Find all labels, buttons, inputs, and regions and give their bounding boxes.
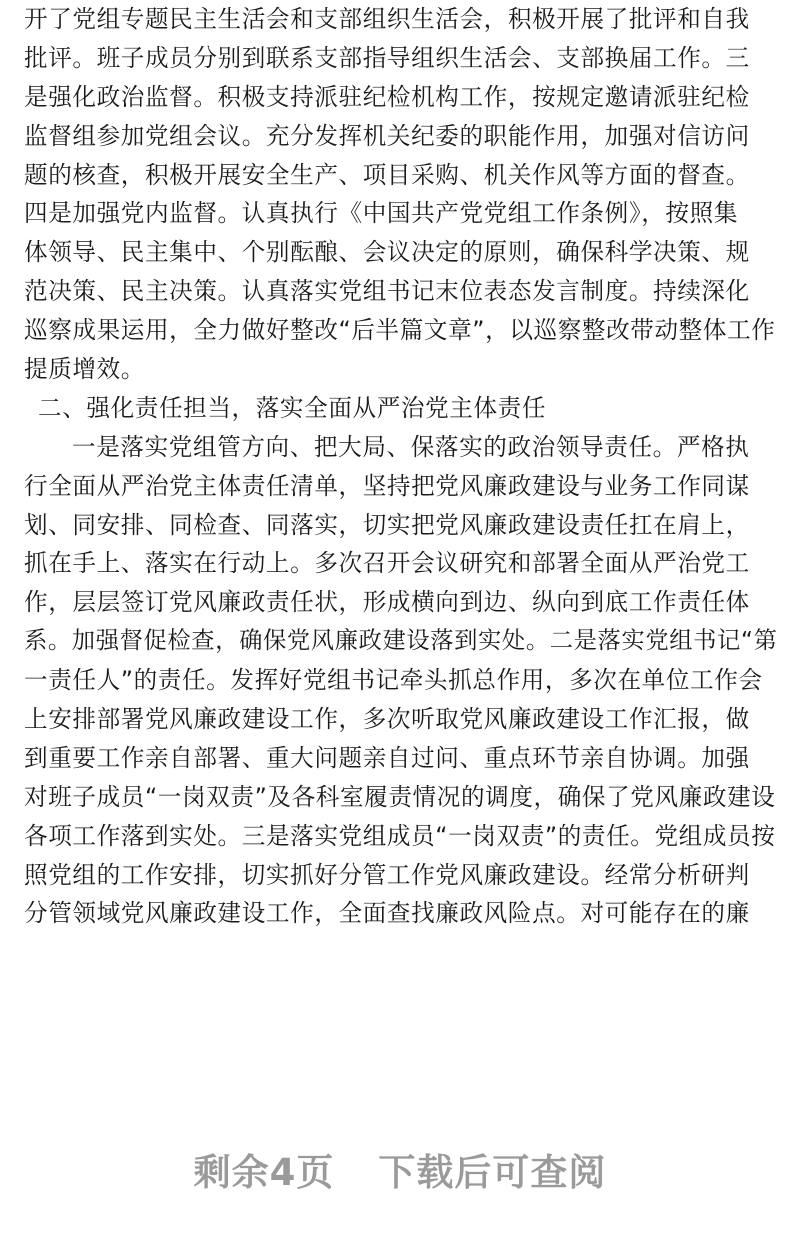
paragraph-line: 照党组的工作安排，切实抓好分管工作党风廉政建设。经常分析研判 bbox=[24, 860, 750, 889]
paragraph-line: 划、同安排、同检查、同落实，切实把党风廉政建设责任扛在肩上， bbox=[24, 510, 750, 539]
paragraph-line: 系。加强督促检查，确保党风廉政建设落到实处。二是落实党组书记“第 bbox=[24, 627, 778, 655]
download-prompt[interactable] bbox=[0, 1142, 800, 1196]
remaining-pages-label: 剩余4页 bbox=[193, 1151, 335, 1194]
paragraph-line: 作，层层签订党风廉政责任状，形成横向到边、纵向到底工作责任体 bbox=[24, 588, 750, 617]
paragraph-line: 体领导、民主集中、个别酝酿、会议决定的原则，确保科学决策、规 bbox=[24, 238, 750, 267]
paragraph-line: 题的核查，积极开展安全生产、项目采购、机关作风等方面的督查。 bbox=[24, 160, 750, 189]
section-heading: 二、强化责任担当，落实全面从严治党主体责任 bbox=[38, 393, 547, 422]
paragraph-line: 对班子成员“一岗双责”及各科室履责情况的调度，确保了党风廉政建设 bbox=[24, 782, 776, 811]
paragraph-line: 一责任人”的责任。发挥好党组书记牵头抓总作用，多次在单位工作会 bbox=[24, 666, 763, 695]
document-body bbox=[24, 0, 784, 933]
paragraph-line: 提质增效。 bbox=[24, 355, 145, 384]
paragraph-line: 抓在手上、落实在行动上。多次召开会议研究和部署全面从严治党工 bbox=[24, 549, 750, 578]
paragraph-line: 上安排部署党风廉政建设工作，多次听取党风廉政建设工作汇报，做 bbox=[24, 705, 750, 734]
paragraph-line: 批评。班子成员分别到联系支部指导组织生活会、支部换届工作。三 bbox=[24, 43, 750, 72]
paragraph-line: 范决策、民主决策。认真落实党组书记末位表态发言制度。持续深化 bbox=[24, 277, 750, 306]
paragraph-line: 一是落实党组管方向、把大局、保落实的政治领导责任。严格执 bbox=[72, 432, 750, 461]
paragraph-line: 四是加强党内监督。认真执行《中国共产党党组工作条例》，按照集 bbox=[24, 199, 739, 228]
paragraph-line: 是强化政治监督。积极支持派驻纪检机构工作，按规定邀请派驻纪检 bbox=[24, 82, 750, 111]
download-to-view-label: 下载后可查阅 bbox=[378, 1151, 607, 1194]
paragraph-line: 到重要工作亲自部署、重大问题亲自过问、重点环节亲自协调。加强 bbox=[24, 743, 750, 772]
paragraph-line: 巡察成果运用，全力做好整改“后半篇文章”，以巡察整改带动整体工作 bbox=[24, 316, 776, 345]
paragraph-line: 分管领域党风廉政建设工作，全面查找廉政风险点。对可能存在的廉 bbox=[24, 899, 750, 928]
paragraph-line: 行全面从严治党主体责任清单，坚持把党风廉政建设与业务工作同谋 bbox=[24, 471, 750, 500]
paragraph-line: 各项工作落到实处。三是落实党组成员“一岗双责”的责任。党组成员按 bbox=[24, 821, 776, 850]
paragraph-line: 开了党组专题民主生活会和支部组织生活会，积极开展了批评和自我 bbox=[24, 5, 750, 33]
paragraph-line: 监督组参加党组会议。充分发挥机关纪委的职能作用，加强对信访问 bbox=[24, 121, 750, 150]
